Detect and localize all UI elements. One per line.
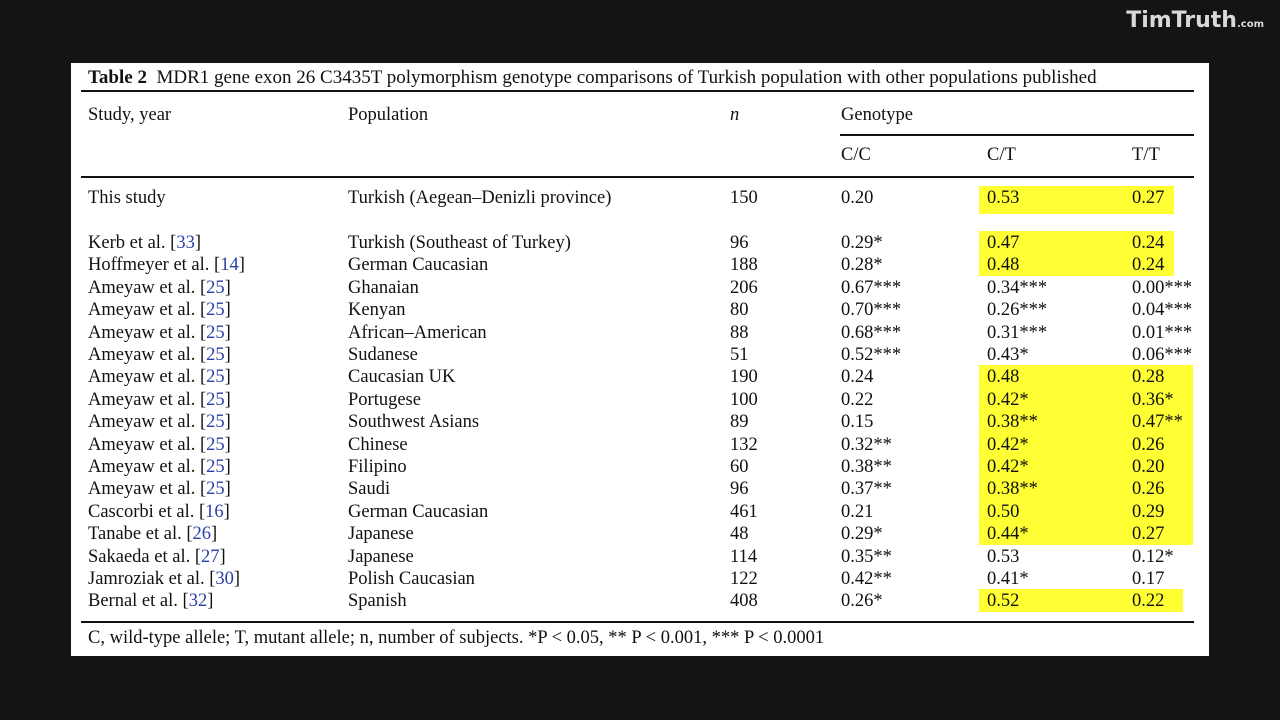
row-cc: 0.26* [841, 591, 883, 612]
row-tt: 0.12* [1132, 546, 1174, 567]
header-genotype: Genotype [841, 105, 913, 125]
watermark-domain: .com [1236, 19, 1264, 30]
row-study [88, 478, 231, 500]
table-footnote: C, wild-type allele; T, mutant allele; n, number of subjects. *P < 0.05, ** P < 0.001, *** P < 0.0001 [88, 628, 825, 648]
reference-link[interactable]: 25 [206, 300, 225, 321]
row-n: 190 [730, 367, 758, 388]
row-ct: 0.38** [987, 412, 1038, 433]
row-tt: 0.04*** [1132, 300, 1193, 321]
row-tt: 0.26 [1132, 479, 1165, 500]
bracket-close: ] [219, 546, 226, 567]
row-cc: 0.29* [841, 233, 883, 253]
row-n: 150 [730, 188, 758, 208]
header-cc: C/C [841, 145, 871, 165]
row-study [88, 277, 231, 299]
reference-link[interactable]: 25 [206, 277, 225, 298]
row-n: 48 [730, 524, 749, 545]
row-study [88, 187, 166, 209]
reference-link[interactable]: 25 [206, 345, 225, 365]
bracket-close: ] [224, 367, 231, 388]
row-ct: 0.52 [987, 591, 1020, 612]
genotype-rule [840, 134, 1194, 136]
row-n: 89 [730, 412, 749, 433]
row-study [88, 546, 226, 568]
row-n: 461 [730, 501, 758, 522]
row-ct: 0.44* [987, 524, 1029, 545]
row-population: Filipino [348, 457, 407, 477]
bracket-close: ] [207, 591, 214, 612]
reference-link[interactable]: 25 [206, 367, 225, 388]
row-n: 80 [730, 300, 749, 321]
row-cc: 0.24 [841, 367, 874, 388]
reference-link[interactable]: 16 [205, 501, 224, 522]
row-population: Spanish [348, 591, 407, 612]
row-n: 122 [730, 569, 758, 589]
reference-link[interactable]: 27 [201, 546, 220, 567]
row-ct: 0.53 [987, 546, 1020, 567]
row-ct: 0.26*** [987, 300, 1048, 321]
header-rule [81, 176, 1194, 178]
row-cc: 0.22 [841, 389, 874, 410]
study-name: This study [88, 188, 166, 208]
row-study [88, 456, 231, 478]
reference-link[interactable]: 30 [215, 569, 234, 589]
bracket-close: ] [211, 524, 218, 545]
bracket-close: ] [194, 233, 202, 253]
study-name: Ameyaw et al. [ [88, 345, 207, 365]
row-study [88, 590, 213, 612]
row-population: German Caucasian [348, 501, 489, 522]
row-n: 96 [730, 479, 749, 500]
caption-text: MDR1 gene exon 26 C3435T polymorphism genotype comparisons of Turkish population with other populations published [156, 67, 1097, 88]
study-name: Cascorbi et al. [ [88, 501, 206, 522]
row-study [88, 434, 231, 456]
study-name: Ameyaw et al. [ [88, 389, 207, 410]
row-cc: 0.37** [841, 479, 892, 500]
row-tt: 0.17 [1132, 569, 1165, 589]
row-population: Polish Caucasian [348, 569, 475, 589]
row-cc: 0.20 [841, 188, 874, 208]
row-cc: 0.68*** [841, 322, 902, 343]
bracket-close: ] [224, 345, 231, 365]
row-study [88, 411, 231, 433]
row-tt: 0.27 [1132, 524, 1165, 545]
row-study [88, 344, 231, 366]
bracket-close: ] [223, 501, 230, 522]
row-cc: 0.35** [841, 546, 892, 567]
row-cc: 0.38** [841, 457, 892, 477]
row-ct: 0.42* [987, 389, 1029, 410]
header-population: Population [348, 105, 429, 125]
row-n: 114 [730, 546, 758, 567]
study-name: Ameyaw et al. [ [88, 367, 207, 388]
row-tt: 0.24 [1132, 255, 1165, 276]
row-study [88, 501, 230, 523]
reference-link[interactable]: 25 [206, 479, 225, 500]
reference-link[interactable]: 26 [192, 524, 212, 545]
bracket-close: ] [238, 255, 245, 276]
bracket-close: ] [233, 569, 241, 589]
row-n: 51 [730, 345, 749, 365]
study-name: Ameyaw et al. [ [88, 322, 207, 343]
row-tt: 0.36* [1132, 389, 1174, 410]
row-cc: 0.42** [841, 569, 892, 589]
row-ct: 0.42* [987, 457, 1029, 477]
row-n: 96 [730, 233, 749, 253]
row-ct: 0.41* [987, 569, 1029, 589]
row-tt: 0.29 [1132, 501, 1165, 522]
study-name: Bernal et al. [ [88, 591, 189, 612]
row-study [88, 254, 245, 276]
reference-link[interactable]: 14 [220, 255, 239, 276]
study-name: Ameyaw et al. [ [88, 479, 207, 500]
row-ct: 0.48 [987, 255, 1020, 276]
row-tt: 0.26 [1132, 434, 1165, 455]
row-cc: 0.21 [841, 501, 874, 522]
row-study [88, 299, 231, 321]
bottom-rule [81, 621, 1194, 623]
reference-link[interactable]: 33 [176, 233, 195, 253]
row-tt: 0.27 [1132, 188, 1165, 208]
row-population: Japanese [348, 546, 414, 567]
table-document [71, 63, 1209, 656]
row-tt: 0.24 [1132, 233, 1165, 253]
row-study [88, 322, 231, 344]
row-cc: 0.15 [841, 412, 874, 433]
watermark-main: TimTruth [1126, 8, 1237, 33]
reference-link[interactable]: 32 [188, 591, 208, 612]
study-name: Kerb et al. [ [88, 233, 177, 253]
row-n: 100 [730, 389, 758, 410]
row-n: 188 [730, 255, 758, 276]
top-rule [81, 90, 1194, 92]
reference-link[interactable]: 25 [206, 434, 225, 455]
bracket-close: ] [224, 300, 231, 321]
row-population: Chinese [348, 434, 408, 455]
bracket-close: ] [224, 389, 231, 410]
row-population: African–American [348, 322, 487, 343]
caption-label: Table 2 [88, 67, 147, 88]
row-population: Sudanese [348, 345, 418, 365]
row-ct: 0.34*** [987, 277, 1048, 298]
row-cc: 0.67*** [841, 277, 902, 298]
bracket-close: ] [224, 277, 231, 298]
row-ct: 0.47 [987, 233, 1020, 253]
reference-link[interactable]: 25 [206, 457, 225, 477]
row-ct: 0.50 [987, 501, 1020, 522]
row-n: 88 [730, 322, 749, 343]
row-tt: 0.20 [1132, 457, 1165, 477]
bracket-close: ] [224, 457, 231, 477]
row-population: Turkish (Aegean–Denizli province) [348, 188, 612, 208]
row-tt: 0.00*** [1132, 277, 1193, 298]
reference-link[interactable]: 25 [206, 322, 225, 343]
header-tt: T/T [1132, 145, 1160, 165]
row-tt: 0.22 [1132, 591, 1165, 612]
row-n: 408 [730, 591, 758, 612]
table-caption [88, 67, 1097, 89]
row-study [88, 232, 201, 254]
timtruth-watermark [1126, 8, 1264, 33]
row-n: 206 [730, 277, 758, 298]
study-name: Ameyaw et al. [ [88, 457, 207, 477]
row-ct: 0.53 [987, 188, 1020, 208]
row-study [88, 389, 231, 411]
study-name: Ameyaw et al. [ [88, 277, 207, 298]
row-population: Saudi [348, 479, 391, 500]
row-cc: 0.52*** [841, 345, 902, 365]
header-study: Study, year [88, 105, 172, 125]
reference-link[interactable]: 25 [206, 389, 225, 410]
row-population: Turkish (Southeast of Turkey) [348, 233, 571, 253]
row-population: Southwest Asians [348, 412, 480, 433]
row-cc: 0.70*** [841, 300, 902, 321]
row-population: Ghanaian [348, 277, 419, 298]
row-n: 132 [730, 434, 758, 455]
row-study [88, 366, 231, 388]
row-n: 60 [730, 457, 749, 477]
row-study [88, 523, 217, 545]
row-ct: 0.43* [987, 345, 1029, 365]
bracket-close: ] [224, 479, 231, 500]
row-cc: 0.29* [841, 524, 883, 545]
header-ct: C/T [987, 145, 1016, 165]
row-population: Japanese [348, 524, 414, 545]
row-tt: 0.06*** [1132, 345, 1193, 365]
row-population: Portugese [348, 389, 421, 410]
study-name: Jamroziak et al. [ [88, 569, 216, 589]
row-ct: 0.38** [987, 479, 1038, 500]
header-n: n [730, 105, 740, 125]
row-tt: 0.28 [1132, 367, 1165, 388]
row-cc: 0.32** [841, 434, 892, 455]
row-cc: 0.28* [841, 255, 883, 276]
row-ct: 0.48 [987, 367, 1020, 388]
row-tt: 0.01*** [1132, 322, 1193, 343]
bracket-close: ] [224, 412, 231, 433]
study-name: Tanabe et al. [ [88, 524, 193, 545]
bracket-close: ] [224, 322, 231, 343]
study-name: Hoffmeyer et al. [ [88, 255, 221, 276]
row-population: Kenyan [348, 300, 406, 321]
study-name: Ameyaw et al. [ [88, 434, 207, 455]
study-name: Ameyaw et al. [ [88, 300, 207, 321]
row-tt: 0.47** [1132, 412, 1183, 433]
row-study [88, 568, 240, 590]
study-name: Sakaeda et al. [ [88, 546, 201, 567]
bracket-close: ] [224, 434, 231, 455]
row-ct: 0.42* [987, 434, 1029, 455]
row-population: Caucasian UK [348, 367, 456, 388]
row-ct: 0.31*** [987, 322, 1048, 343]
row-population: German Caucasian [348, 255, 489, 276]
reference-link[interactable]: 25 [206, 412, 225, 433]
study-name: Ameyaw et al. [ [88, 412, 207, 433]
